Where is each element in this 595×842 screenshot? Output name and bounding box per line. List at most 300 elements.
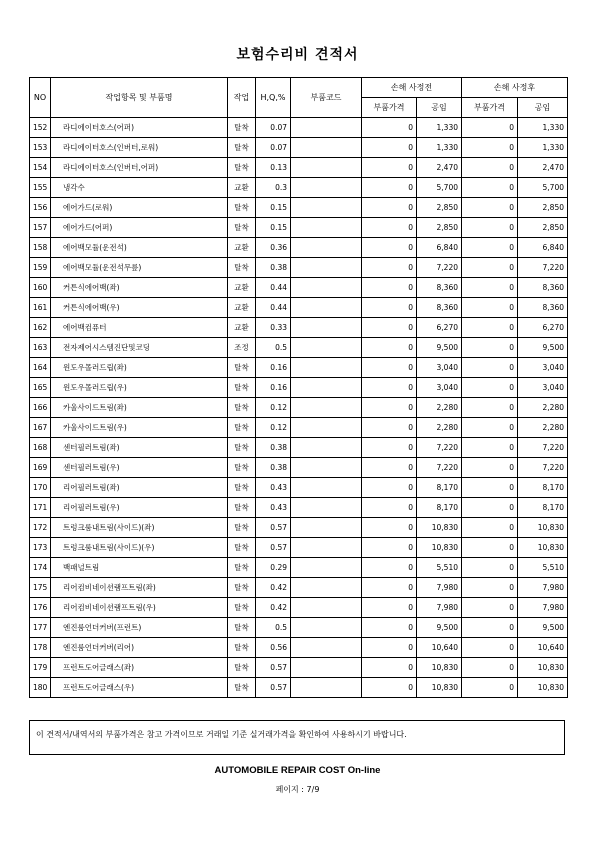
row-no: 172 xyxy=(30,518,51,538)
row-part-code xyxy=(291,458,362,478)
row-after-part-price: 0 xyxy=(462,558,518,578)
row-after-part-price: 0 xyxy=(462,518,518,538)
header-work: 작업 xyxy=(228,78,256,118)
row-no: 170 xyxy=(30,478,51,498)
row-after-labor: 10,830 xyxy=(518,538,568,558)
row-no: 161 xyxy=(30,298,51,318)
row-hq: 0.15 xyxy=(256,218,291,238)
row-hq: 0.43 xyxy=(256,478,291,498)
row-before-labor: 8,360 xyxy=(417,278,462,298)
row-item-name: 센터필러트림(우) xyxy=(51,458,228,478)
row-after-labor: 7,220 xyxy=(518,258,568,278)
row-after-labor: 10,830 xyxy=(518,518,568,538)
row-item-name: 에어백컴퓨터 xyxy=(51,318,228,338)
table-row xyxy=(30,518,568,538)
header-part-code: 부품코드 xyxy=(291,78,362,118)
row-hq: 0.57 xyxy=(256,658,291,678)
table-row xyxy=(30,478,568,498)
row-no: 179 xyxy=(30,658,51,678)
row-part-code xyxy=(291,498,362,518)
row-before-labor: 10,830 xyxy=(417,518,462,538)
table-row xyxy=(30,498,568,518)
row-after-labor: 10,830 xyxy=(518,678,568,698)
row-no: 158 xyxy=(30,238,51,258)
table-row xyxy=(30,558,568,578)
row-hq: 0.42 xyxy=(256,578,291,598)
row-hq: 0.5 xyxy=(256,618,291,638)
row-before-part-price: 0 xyxy=(362,398,417,418)
row-before-labor: 3,040 xyxy=(417,378,462,398)
row-before-part-price: 0 xyxy=(362,518,417,538)
row-no: 177 xyxy=(30,618,51,638)
row-no: 171 xyxy=(30,498,51,518)
row-work-type: 교환 xyxy=(228,238,256,258)
row-after-labor: 10,640 xyxy=(518,638,568,658)
row-before-labor: 6,840 xyxy=(417,238,462,258)
row-part-code xyxy=(291,418,362,438)
row-before-part-price: 0 xyxy=(362,178,417,198)
header-after-labor: 공임 xyxy=(518,98,568,118)
row-before-labor: 10,830 xyxy=(417,538,462,558)
row-work-type: 탈착 xyxy=(228,598,256,618)
row-before-labor: 3,040 xyxy=(417,358,462,378)
row-item-name: 윈도우몰러드립(우) xyxy=(51,378,228,398)
row-item-name: 라디에이터호스(어퍼) xyxy=(51,118,228,138)
row-part-code xyxy=(291,618,362,638)
row-after-labor: 10,830 xyxy=(518,658,568,678)
footer-title: AUTOMOBILE REPAIR COST On-line xyxy=(214,765,381,776)
row-after-part-price: 0 xyxy=(462,138,518,158)
row-no: 155 xyxy=(30,178,51,198)
row-hq: 0.56 xyxy=(256,638,291,658)
row-before-part-price: 0 xyxy=(362,238,417,258)
table-header xyxy=(30,78,568,118)
row-item-name: 카울사이드트림(우) xyxy=(51,418,228,438)
row-after-part-price: 0 xyxy=(462,278,518,298)
row-hq: 0.16 xyxy=(256,378,291,398)
row-before-labor: 8,170 xyxy=(417,478,462,498)
row-item-name: 트렁크룸내트림(사이드)(우) xyxy=(51,538,228,558)
row-before-part-price: 0 xyxy=(362,578,417,598)
row-after-part-price: 0 xyxy=(462,378,518,398)
row-before-part-price: 0 xyxy=(362,278,417,298)
row-no: 164 xyxy=(30,358,51,378)
row-no: 162 xyxy=(30,318,51,338)
row-hq: 0.12 xyxy=(256,418,291,438)
row-work-type: 탈착 xyxy=(228,518,256,538)
row-hq: 0.33 xyxy=(256,318,291,338)
row-no: 152 xyxy=(30,118,51,138)
row-after-labor: 2,470 xyxy=(518,158,568,178)
table-row xyxy=(30,358,568,378)
row-item-name: 라디에이터호스(인버터,로워) xyxy=(51,138,228,158)
row-hq: 0.38 xyxy=(256,438,291,458)
row-before-labor: 5,510 xyxy=(417,558,462,578)
header-after-part-price: 부품가격 xyxy=(462,98,518,118)
row-after-part-price: 0 xyxy=(462,218,518,238)
row-after-part-price: 0 xyxy=(462,178,518,198)
row-no: 174 xyxy=(30,558,51,578)
row-no: 153 xyxy=(30,138,51,158)
row-before-labor: 7,220 xyxy=(417,438,462,458)
row-no: 156 xyxy=(30,198,51,218)
row-work-type: 탈착 xyxy=(228,438,256,458)
row-part-code xyxy=(291,358,362,378)
table-row xyxy=(30,178,568,198)
row-part-code xyxy=(291,658,362,678)
row-item-name: 트렁크룸내트림(사이드)(좌) xyxy=(51,518,228,538)
row-no: 165 xyxy=(30,378,51,398)
row-before-part-price: 0 xyxy=(362,258,417,278)
row-hq: 0.38 xyxy=(256,458,291,478)
row-after-labor: 8,170 xyxy=(518,478,568,498)
row-hq: 0.16 xyxy=(256,358,291,378)
row-after-part-price: 0 xyxy=(462,158,518,178)
row-before-labor: 7,220 xyxy=(417,258,462,278)
row-before-labor: 7,980 xyxy=(417,598,462,618)
table-row xyxy=(30,658,568,678)
row-no: 176 xyxy=(30,598,51,618)
row-work-type: 탈착 xyxy=(228,138,256,158)
row-before-labor: 8,170 xyxy=(417,498,462,518)
row-before-part-price: 0 xyxy=(362,658,417,678)
row-no: 180 xyxy=(30,678,51,698)
row-after-part-price: 0 xyxy=(462,258,518,278)
row-part-code xyxy=(291,258,362,278)
row-before-part-price: 0 xyxy=(362,158,417,178)
table-row xyxy=(30,118,568,138)
page-number: 페이지 : 7/9 xyxy=(275,785,320,794)
table-row xyxy=(30,398,568,418)
row-after-part-price: 0 xyxy=(462,498,518,518)
row-hq: 0.43 xyxy=(256,498,291,518)
row-before-part-price: 0 xyxy=(362,458,417,478)
row-part-code xyxy=(291,338,362,358)
row-after-labor: 1,330 xyxy=(518,118,568,138)
row-after-labor: 5,510 xyxy=(518,558,568,578)
row-after-labor: 2,280 xyxy=(518,418,568,438)
row-before-part-price: 0 xyxy=(362,678,417,698)
row-before-part-price: 0 xyxy=(362,418,417,438)
row-no: 167 xyxy=(30,418,51,438)
row-item-name: 커튼식에어백(우) xyxy=(51,298,228,318)
row-before-labor: 8,360 xyxy=(417,298,462,318)
row-work-type: 탈착 xyxy=(228,538,256,558)
row-no: 160 xyxy=(30,278,51,298)
table-body xyxy=(30,118,568,698)
row-before-labor: 5,700 xyxy=(417,178,462,198)
row-before-part-price: 0 xyxy=(362,298,417,318)
row-hq: 0.57 xyxy=(256,678,291,698)
row-part-code xyxy=(291,578,362,598)
table-row xyxy=(30,318,568,338)
row-item-name: 백패널트림 xyxy=(51,558,228,578)
table-row xyxy=(30,198,568,218)
table-row xyxy=(30,438,568,458)
row-before-labor: 1,330 xyxy=(417,138,462,158)
row-work-type: 탈착 xyxy=(228,478,256,498)
row-before-labor: 2,280 xyxy=(417,398,462,418)
row-before-labor: 9,500 xyxy=(417,618,462,638)
row-before-labor: 2,280 xyxy=(417,418,462,438)
row-no: 163 xyxy=(30,338,51,358)
row-part-code xyxy=(291,638,362,658)
row-no: 175 xyxy=(30,578,51,598)
row-work-type: 교환 xyxy=(228,278,256,298)
table-row xyxy=(30,598,568,618)
row-after-part-price: 0 xyxy=(462,638,518,658)
row-item-name: 리어필러트림(좌) xyxy=(51,478,228,498)
header-hq: H,Q,% xyxy=(256,78,291,118)
row-work-type: 탈착 xyxy=(228,678,256,698)
table-row xyxy=(30,378,568,398)
row-after-part-price: 0 xyxy=(462,298,518,318)
row-after-labor: 8,170 xyxy=(518,498,568,518)
row-hq: 0.5 xyxy=(256,338,291,358)
row-hq: 0.42 xyxy=(256,598,291,618)
row-work-type: 교환 xyxy=(228,178,256,198)
row-after-labor: 2,850 xyxy=(518,198,568,218)
row-item-name: 윈도우몰러드립(좌) xyxy=(51,358,228,378)
row-work-type: 탈착 xyxy=(228,398,256,418)
row-after-labor: 6,840 xyxy=(518,238,568,258)
row-after-part-price: 0 xyxy=(462,478,518,498)
row-after-part-price: 0 xyxy=(462,658,518,678)
row-after-part-price: 0 xyxy=(462,458,518,478)
row-before-labor: 2,850 xyxy=(417,198,462,218)
row-before-labor: 2,470 xyxy=(417,158,462,178)
row-part-code xyxy=(291,318,362,338)
row-hq: 0.36 xyxy=(256,238,291,258)
row-after-part-price: 0 xyxy=(462,358,518,378)
table-row xyxy=(30,158,568,178)
row-part-code xyxy=(291,238,362,258)
row-item-name: 에어가드(어퍼) xyxy=(51,218,228,238)
row-before-part-price: 0 xyxy=(362,498,417,518)
row-work-type: 탈착 xyxy=(228,218,256,238)
row-before-part-price: 0 xyxy=(362,538,417,558)
row-after-labor: 6,270 xyxy=(518,318,568,338)
row-no: 168 xyxy=(30,438,51,458)
row-work-type: 탈착 xyxy=(228,578,256,598)
row-before-labor: 9,500 xyxy=(417,338,462,358)
row-after-labor: 7,220 xyxy=(518,458,568,478)
row-hq: 0.15 xyxy=(256,198,291,218)
table-row xyxy=(30,418,568,438)
row-work-type: 탈착 xyxy=(228,198,256,218)
row-item-name: 에어가드(로워) xyxy=(51,198,228,218)
row-after-part-price: 0 xyxy=(462,438,518,458)
row-before-labor: 7,220 xyxy=(417,458,462,478)
row-item-name: 리어컴비네이션램프트림(좌) xyxy=(51,578,228,598)
row-work-type: 탈착 xyxy=(228,258,256,278)
header-before-part-price: 부품가격 xyxy=(362,98,417,118)
row-item-name: 리어필러트림(우) xyxy=(51,498,228,518)
row-before-part-price: 0 xyxy=(362,118,417,138)
row-after-part-price: 0 xyxy=(462,338,518,358)
table-row xyxy=(30,218,568,238)
row-work-type: 탈착 xyxy=(228,118,256,138)
row-work-type: 탈착 xyxy=(228,638,256,658)
row-after-labor: 1,330 xyxy=(518,138,568,158)
row-item-name: 에어백모듈(운전석) xyxy=(51,238,228,258)
row-before-labor: 10,640 xyxy=(417,638,462,658)
header-no: NO xyxy=(30,78,51,118)
row-work-type: 탈착 xyxy=(228,658,256,678)
row-hq: 0.38 xyxy=(256,258,291,278)
row-after-part-price: 0 xyxy=(462,578,518,598)
row-work-type: 탈착 xyxy=(228,458,256,478)
row-after-part-price: 0 xyxy=(462,318,518,338)
table-row xyxy=(30,338,568,358)
row-after-labor: 9,500 xyxy=(518,618,568,638)
header-before-adjustment: 손해 사정전 xyxy=(362,78,462,98)
row-after-labor: 5,700 xyxy=(518,178,568,198)
row-before-part-price: 0 xyxy=(362,638,417,658)
row-item-name: 엔진룸언더커버(프런트) xyxy=(51,618,228,638)
table-row xyxy=(30,138,568,158)
row-no: 154 xyxy=(30,158,51,178)
row-part-code xyxy=(291,158,362,178)
header-before-labor: 공임 xyxy=(417,98,462,118)
row-before-labor: 10,830 xyxy=(417,658,462,678)
row-after-labor: 9,500 xyxy=(518,338,568,358)
row-hq: 0.07 xyxy=(256,138,291,158)
row-part-code xyxy=(291,438,362,458)
table-row xyxy=(30,538,568,558)
row-before-part-price: 0 xyxy=(362,318,417,338)
row-hq: 0.3 xyxy=(256,178,291,198)
row-after-part-price: 0 xyxy=(462,598,518,618)
price-notice: 이 견적서/내역서의 부품가격은 참고 가격이므로 거래일 기준 실거래가격을 확인하여 사용하시기 바랍니다. xyxy=(29,720,565,755)
row-part-code xyxy=(291,678,362,698)
row-work-type: 탈착 xyxy=(228,558,256,578)
row-no: 169 xyxy=(30,458,51,478)
row-part-code xyxy=(291,518,362,538)
row-no: 166 xyxy=(30,398,51,418)
row-part-code xyxy=(291,538,362,558)
row-item-name: 카울사이드트림(좌) xyxy=(51,398,228,418)
table-row xyxy=(30,258,568,278)
row-before-part-price: 0 xyxy=(362,138,417,158)
row-after-labor: 2,850 xyxy=(518,218,568,238)
row-before-labor: 1,330 xyxy=(417,118,462,138)
header-after-adjustment: 손해 사정후 xyxy=(462,78,568,98)
row-part-code xyxy=(291,118,362,138)
row-work-type: 탈착 xyxy=(228,158,256,178)
table-row xyxy=(30,578,568,598)
table-row xyxy=(30,238,568,258)
row-before-part-price: 0 xyxy=(362,218,417,238)
row-item-name: 센터필러트림(좌) xyxy=(51,438,228,458)
row-after-part-price: 0 xyxy=(462,398,518,418)
row-work-type: 조정 xyxy=(228,338,256,358)
row-after-part-price: 0 xyxy=(462,538,518,558)
row-part-code xyxy=(291,138,362,158)
table-row xyxy=(30,618,568,638)
row-after-labor: 3,040 xyxy=(518,358,568,378)
row-hq: 0.13 xyxy=(256,158,291,178)
row-item-name: 에어백모듈(운전석무릎) xyxy=(51,258,228,278)
row-part-code xyxy=(291,398,362,418)
row-after-labor: 8,360 xyxy=(518,298,568,318)
row-work-type: 교환 xyxy=(228,298,256,318)
document-title: 보험수리비 견적서 xyxy=(236,47,359,63)
row-part-code xyxy=(291,298,362,318)
row-before-part-price: 0 xyxy=(362,558,417,578)
header-item: 작업항목 및 부품명 xyxy=(51,78,228,118)
row-part-code xyxy=(291,218,362,238)
row-before-part-price: 0 xyxy=(362,338,417,358)
row-hq: 0.57 xyxy=(256,538,291,558)
row-after-labor: 8,360 xyxy=(518,278,568,298)
row-work-type: 탈착 xyxy=(228,498,256,518)
table-row xyxy=(30,278,568,298)
row-item-name: 냉각수 xyxy=(51,178,228,198)
row-hq: 0.12 xyxy=(256,398,291,418)
row-no: 178 xyxy=(30,638,51,658)
table-row xyxy=(30,638,568,658)
row-before-labor: 2,850 xyxy=(417,218,462,238)
row-item-name: 엔진룸언더커버(리어) xyxy=(51,638,228,658)
row-work-type: 탈착 xyxy=(228,418,256,438)
row-after-part-price: 0 xyxy=(462,618,518,638)
row-after-labor: 2,280 xyxy=(518,398,568,418)
row-hq: 0.44 xyxy=(256,298,291,318)
row-before-part-price: 0 xyxy=(362,378,417,398)
row-after-part-price: 0 xyxy=(462,118,518,138)
row-after-labor: 7,980 xyxy=(518,578,568,598)
row-before-part-price: 0 xyxy=(362,598,417,618)
row-before-labor: 6,270 xyxy=(417,318,462,338)
row-before-part-price: 0 xyxy=(362,478,417,498)
row-part-code xyxy=(291,378,362,398)
row-before-part-price: 0 xyxy=(362,438,417,458)
row-no: 173 xyxy=(30,538,51,558)
table-row xyxy=(30,298,568,318)
table-row xyxy=(30,678,568,698)
row-work-type: 탈착 xyxy=(228,618,256,638)
row-part-code xyxy=(291,178,362,198)
row-before-part-price: 0 xyxy=(362,198,417,218)
row-before-part-price: 0 xyxy=(362,618,417,638)
row-item-name: 프런트도어글래스(우) xyxy=(51,678,228,698)
row-work-type: 탈착 xyxy=(228,358,256,378)
row-part-code xyxy=(291,598,362,618)
row-work-type: 교환 xyxy=(228,318,256,338)
row-item-name: 라디에이터호스(인버터,어퍼) xyxy=(51,158,228,178)
row-after-labor: 7,980 xyxy=(518,598,568,618)
row-before-part-price: 0 xyxy=(362,358,417,378)
row-part-code xyxy=(291,478,362,498)
row-part-code xyxy=(291,198,362,218)
estimate-table xyxy=(29,77,568,698)
row-after-labor: 3,040 xyxy=(518,378,568,398)
row-part-code xyxy=(291,278,362,298)
row-no: 157 xyxy=(30,218,51,238)
row-after-part-price: 0 xyxy=(462,678,518,698)
row-before-labor: 7,980 xyxy=(417,578,462,598)
row-hq: 0.07 xyxy=(256,118,291,138)
row-item-name: 리어컴비네이션램프트림(우) xyxy=(51,598,228,618)
row-item-name: 커튼식에어백(좌) xyxy=(51,278,228,298)
row-after-part-price: 0 xyxy=(462,418,518,438)
row-before-labor: 10,830 xyxy=(417,678,462,698)
row-after-labor: 7,220 xyxy=(518,438,568,458)
row-item-name: 프런트도어글래스(좌) xyxy=(51,658,228,678)
row-no: 159 xyxy=(30,258,51,278)
row-hq: 0.29 xyxy=(256,558,291,578)
